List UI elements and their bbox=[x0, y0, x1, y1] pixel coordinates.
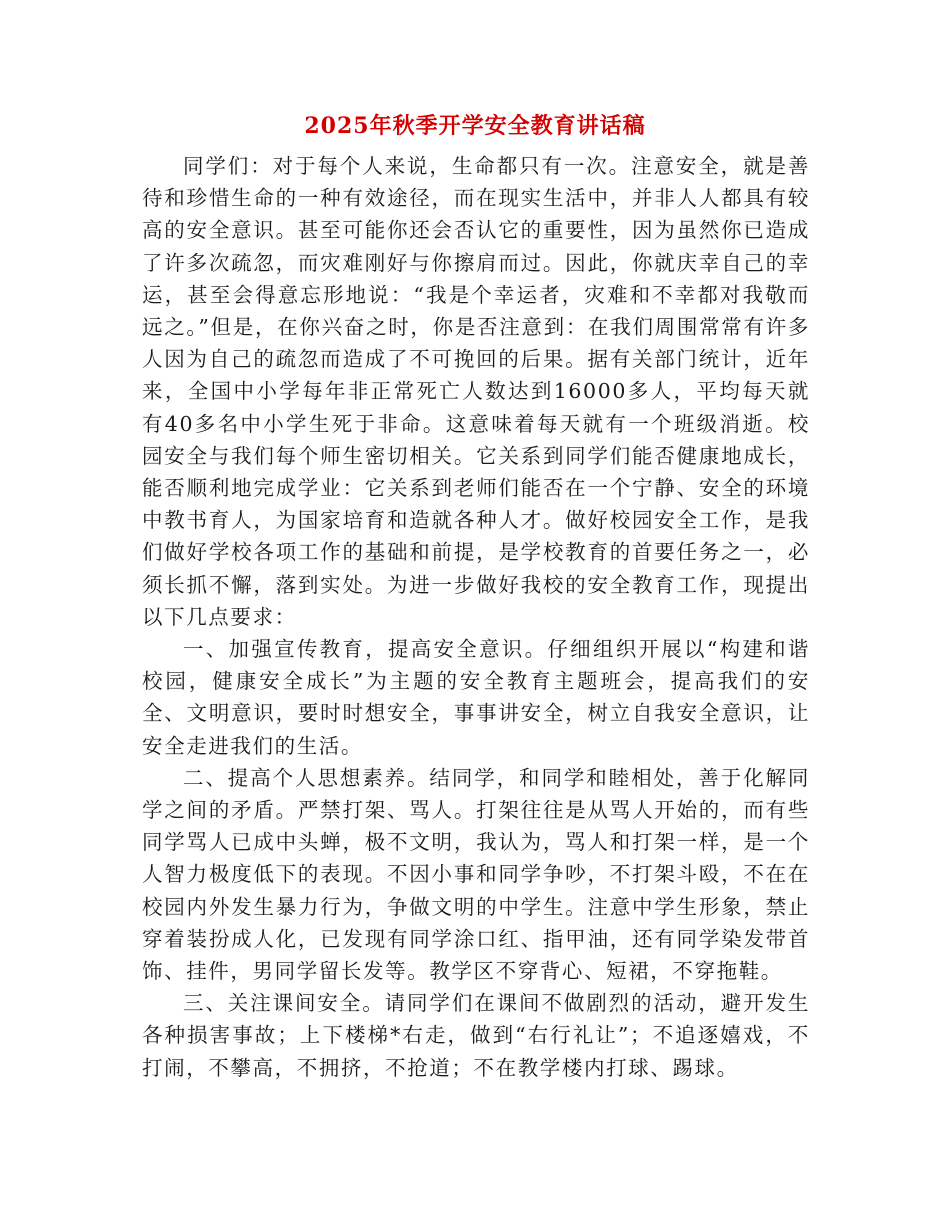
paragraph-point-3: 三、关注课间安全。请同学们在课间不做剧烈的活动，避开发生各种损害事故；上下楼梯*右走，做到“右行礼让”；不追逐嬉戏，不打闹，不攀高，不拥挤，不抢道；不在教学楼内打球、踢球。 bbox=[142, 991, 810, 1080]
document-title: 2025年秋季开学安全教育讲话稿 bbox=[304, 113, 646, 139]
paragraph-point-2: 二、提高个人思想素养。结同学，和同学和睦相处，善于化解同学之间的矛盾。严禁打架、骂人。打架往往是从骂人开始的，而有些同学骂人已成中头蝉，极不文明，我认为，骂人和打架一样，是一个人智力极度低下的表现。不因小事和同学争吵，不打架斗殴，不在在校园内外发生暴力行为，争做文明的中学生。注意中学生形象，禁止穿着装扮成人化，已发现有同学涂口红、指甲油，还有同学染发带首饰、挂件，男同学留长发等。教学区不穿背心、短裙，不穿拖鞋。 bbox=[142, 765, 810, 984]
paragraph-intro: 同学们：对于每个人来说，生命都只有一次。注意安全，就是善待和珍惜生命的一种有效途径，而在现实生活中，并非人人都具有较高的安全意识。甚至可能你还会否认它的重要性，因为虽然你已造成了许多次疏忽，而灾难刚好与你擦肩而过。因此，你就庆幸自己的幸运，甚至会得意忘形地说：“我是个幸运者，灾难和不幸都对我敬而远之。”但是，在你兴奋之时，你是否注意到：在我们周围常常有许多人因为自己的疏忽而造成了不可挽回的后果。据有关部门统计，近年来，全国中小学每年非正常死亡人数达到16000多人，平均每天就有40多名中小学生死于非命。这意味着每天就有一个班级消逝。校园安全与我们每个师生密切相关。它关系到同学们能否健康地成长，能否顺利地完成学业：它关系到老师们能否在一个宁静、安全的环境中教书育人，为国家培育和造就各种人才。做好校园安全工作，是我们做好学校各项工作的基础和前提，是学校教育的首要任务之一，必须长抓不懈，落到实处。为进一步做好我校的安全教育工作，现提出以下几点要求： bbox=[142, 154, 810, 629]
paragraph-point-1: 一、加强宣传教育，提高安全意识。仔细组织开展以“构建和谐校园，健康安全成长”为主题的安全教育主题班会，提高我们的安全、文明意识，要时时想安全，事事讲安全，树立自我安全意识，让安全走进我们的生活。 bbox=[142, 637, 810, 758]
document-body bbox=[142, 150, 810, 1084]
